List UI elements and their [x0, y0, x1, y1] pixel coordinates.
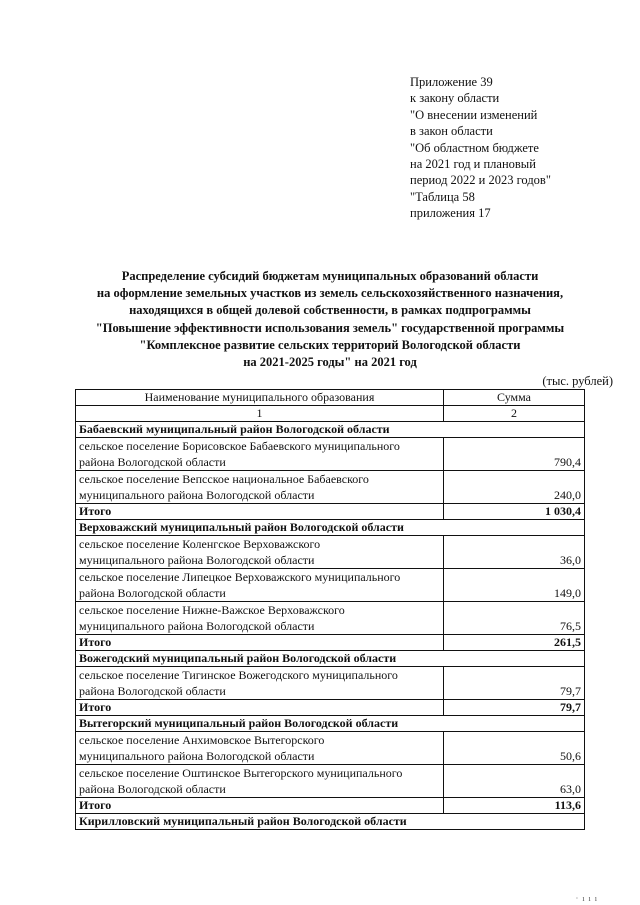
row-name-line2: района Вологодской области	[79, 455, 226, 469]
header-sum: Сумма	[444, 390, 585, 406]
row-name	[76, 765, 444, 798]
section-name: Вожегодский муниципальный район Вологодской области	[76, 651, 585, 667]
row-sum: 63,0	[444, 765, 585, 798]
table-row	[76, 732, 585, 765]
row-name-line1: сельское поселение Коленгское Верховажского	[79, 537, 321, 551]
section-name: Бабаевский муниципальный район Вологодской области	[76, 422, 585, 438]
subsidy-table	[75, 389, 585, 830]
row-name	[76, 732, 444, 765]
row-sum: 36,0	[444, 536, 585, 569]
row-name	[76, 569, 444, 602]
header-name: Наименование муниципального образования	[76, 390, 444, 406]
row-name-line1: сельское поселение Липецкое Верховажского муниципального	[79, 570, 401, 584]
section-name: Верховажский муниципальный район Вологодской области	[76, 520, 585, 536]
total-row	[76, 504, 585, 520]
row-name-line1: сельское поселение Тигинское Вожегодского муниципального	[79, 668, 398, 682]
appendix-line: к закону области	[410, 91, 500, 106]
total-row	[76, 635, 585, 651]
table-row	[76, 602, 585, 635]
row-sum: 149,0	[444, 569, 585, 602]
section-row	[76, 651, 585, 667]
table-row	[76, 569, 585, 602]
total-label: Итого	[76, 700, 444, 716]
appendix-line: на 2021 год и плановый	[410, 157, 536, 172]
table-row	[76, 536, 585, 569]
row-name-line2: муниципального района Вологодской области	[79, 553, 315, 567]
appendix-line: "Об областном бюджете	[410, 140, 539, 155]
appendix-note	[410, 74, 635, 222]
title-line: на 2021-2025 годы" на 2021 год	[243, 355, 417, 370]
page-footer-mark: · ı ı ı	[575, 894, 598, 903]
section-name: Вытегорский муниципальный район Вологодской области	[76, 716, 585, 732]
total-label: Итого	[76, 798, 444, 814]
unit-label: (тыс. рублей)	[542, 374, 613, 388]
row-sum: 79,7	[444, 667, 585, 700]
row-sum: 790,4	[444, 438, 585, 471]
section-row	[76, 520, 585, 536]
section-row	[76, 422, 585, 438]
row-name-line2: района Вологодской области	[79, 684, 226, 698]
row-name-line1: сельское поселение Оштинское Вытегорского муниципального	[79, 766, 403, 780]
section-row	[76, 716, 585, 732]
total-sum: 261,5	[444, 635, 585, 651]
total-sum: 113,6	[444, 798, 585, 814]
total-row	[76, 798, 585, 814]
appendix-line: Приложение 39	[410, 75, 493, 89]
title-line: Распределение субсидий бюджетам муниципальных образований области	[121, 269, 539, 283]
table-row	[76, 471, 585, 504]
section-row	[76, 814, 585, 830]
title-line: "Повышение эффективности использования земель" государственной программы	[95, 320, 565, 335]
title-line: находящихся в общей долевой собственности, в рамках подпрограммы	[129, 303, 531, 318]
title-line: "Комплексное развитие сельских территорий Вологодской области	[139, 337, 521, 352]
table-row	[76, 438, 585, 471]
table-header-row	[76, 390, 585, 406]
row-name	[76, 667, 444, 700]
appendix-line: в закон области	[410, 124, 493, 139]
appendix-line: "О внесении изменений	[410, 107, 538, 122]
header-number-2: 2	[444, 406, 585, 422]
row-name-line2: района Вологодской области	[79, 782, 226, 796]
row-name-line2: муниципального района Вологодской области	[79, 619, 315, 633]
row-name-line2: муниципального района Вологодской области	[79, 749, 315, 763]
row-name	[76, 438, 444, 471]
appendix-line: "Таблица 58	[410, 189, 475, 204]
row-sum: 76,5	[444, 602, 585, 635]
total-sum: 1 030,4	[444, 504, 585, 520]
row-name	[76, 471, 444, 504]
row-name	[76, 602, 444, 635]
row-name-line1: сельское поселение Анхимовское Вытегорского	[79, 733, 325, 747]
row-name-line1: сельское поселение Вепсское национальное Бабаевского	[79, 472, 369, 486]
row-sum: 50,6	[444, 732, 585, 765]
row-name	[76, 536, 444, 569]
table-row	[76, 667, 585, 700]
document-title	[60, 268, 600, 371]
appendix-line: период 2022 и 2023 годов"	[410, 173, 551, 188]
total-sum: 79,7	[444, 700, 585, 716]
title-line: на оформление земельных участков из земель сельскохозяйственного назначения,	[96, 286, 564, 301]
section-name: Кирилловский муниципальный район Вологодской области	[76, 814, 585, 830]
total-label: Итого	[76, 635, 444, 651]
row-name-line2: муниципального района Вологодской области	[79, 488, 315, 502]
row-sum: 240,0	[444, 471, 585, 504]
table-row	[76, 765, 585, 798]
row-name-line1: сельское поселение Нижне-Важское Верховажского	[79, 603, 345, 617]
total-label: Итого	[76, 504, 444, 520]
row-name-line1: сельское поселение Борисовское Бабаевского муниципального	[79, 439, 400, 453]
table-header-number-row	[76, 406, 585, 422]
header-number-1: 1	[76, 406, 444, 422]
row-name-line2: района Вологодской области	[79, 586, 226, 600]
total-row	[76, 700, 585, 716]
appendix-line: приложения 17	[410, 206, 491, 221]
